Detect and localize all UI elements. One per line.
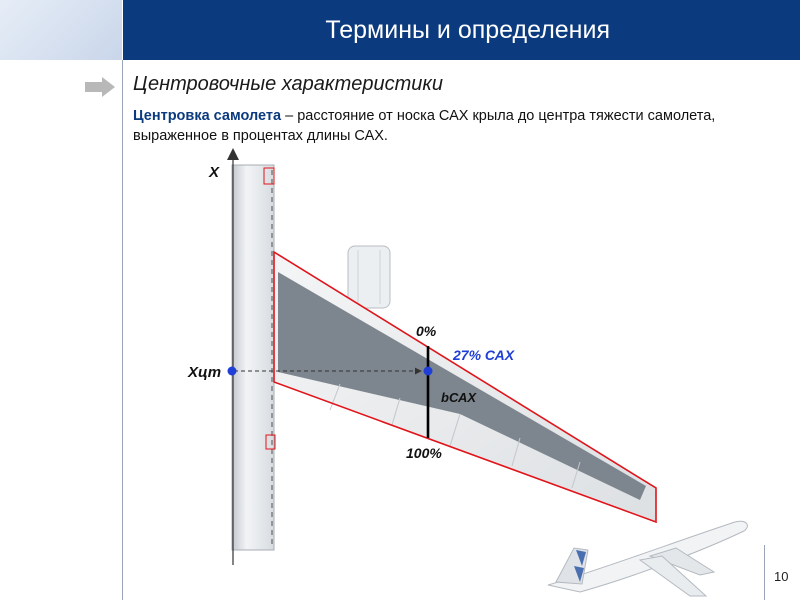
cg-marker-mac [424,367,433,376]
fuselage [232,165,274,550]
definition-rest: – расстояние от носка САХ крыла до центра тяжести самолета, [281,108,716,124]
x-axis-arrowhead [227,148,239,160]
mac-percent-label: 27% САХ [453,347,515,363]
page-title: Термины и определения [325,16,610,44]
x-axis-label: X [209,164,220,181]
mac-chord-label: bСАХ [441,390,477,405]
cg-marker-left [228,367,237,376]
section-title: Центровочные характеристики [133,73,443,95]
engine [348,246,390,308]
mac-hundred-label: 100% [406,445,442,461]
page-number: 10 [774,569,789,584]
definition-line-2: выраженное в процентах длины САХ. [133,128,388,144]
aircraft-image [548,521,747,596]
mac-zero-label: 0% [416,323,437,339]
cg-label: Xцт [188,364,222,381]
definition-term: Центровка самолета [133,108,282,124]
